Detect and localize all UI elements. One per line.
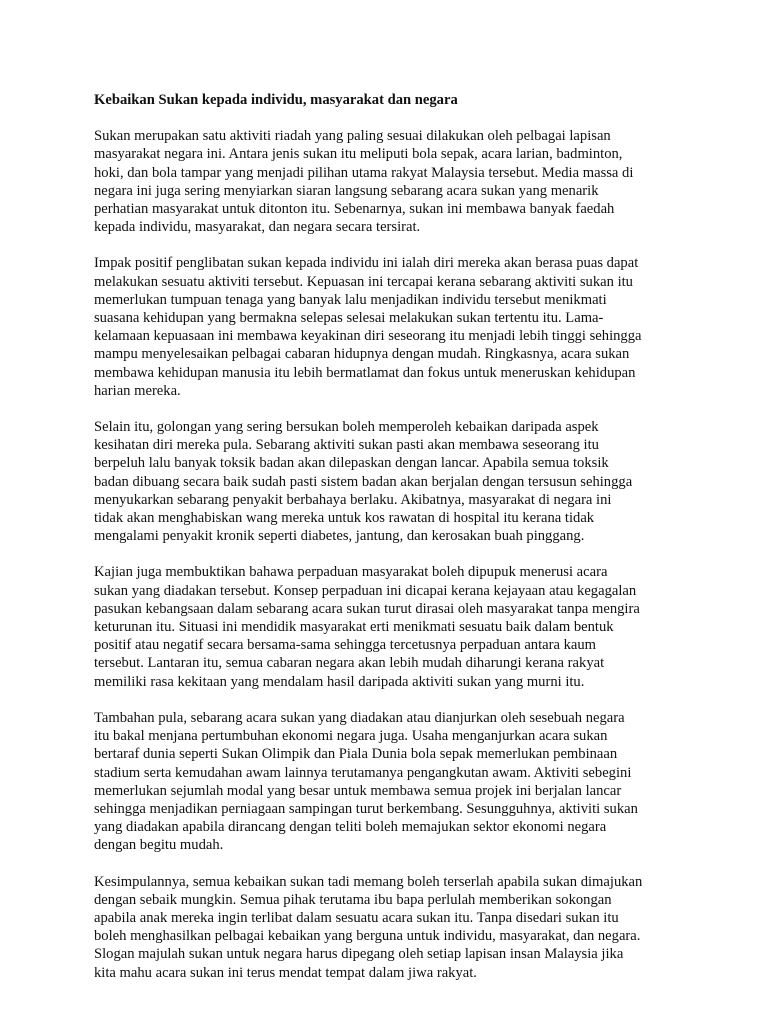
text-line: badan dibuang secara baik sudah pasti sistem badan akan berjalan dengan tersusun sehingga [94, 473, 633, 490]
paragraph-individual [94, 254, 684, 400]
text-line: Tambahan pula, sebarang acara sukan yang diadakan atau dianjurkan oleh sesebuah negara [94, 709, 625, 726]
text-line: memerlukan sejumlah modal yang besar untuk membawa semua projek ini berjalan lancar [94, 782, 622, 799]
text-line: kesihatan diri mereka pula. Sebarang aktiviti sukan pasti akan membawa seseorang itu [94, 437, 599, 454]
text-line: yang diadakan apabila dirancang dengan teliti boleh memajukan sektor ekonomi negara [94, 819, 607, 836]
text-line: keturunan itu. Situasi ini mendidik masyarakat erti menikmati sesuatu baik dalam bentuk [94, 619, 614, 636]
paragraph-health [94, 418, 684, 545]
paragraph-intro [94, 127, 684, 236]
text-line: berpeluh lalu banyak toksik badan akan dilepaskan dengan lancar. Apabila semua toksik [94, 455, 609, 472]
text-line: negara ini juga sering menyiarkan siaran langsung sebarang acara sukan yang menarik [94, 182, 599, 199]
paragraph-economy [94, 709, 684, 855]
text-line: mengalami penyakit kronik seperti diabetes, jantung, dan kerosakan buah pinggang. [94, 528, 585, 545]
text-line: harian mereka. [94, 382, 181, 399]
text-line: Impak positif penglibatan sukan kepada individu ini ialah diri mereka akan berasa puas dapat [94, 255, 639, 272]
text-line: pasukan kebangsaan dalam sebarang acara sukan turut dirasai oleh masyarakat tanpa mengira [94, 600, 640, 617]
text-line: kelamaan kepuasaan ini membawa keyakinan diri seseorang itu menjadi lebih tinggi sehingga [94, 328, 642, 345]
text-line: dengan sebaik mungkin. Semua pihak terutama ibu bapa perlulah memberikan sokongan [94, 891, 612, 908]
document-title: Kebaikan Sukan kepada individu, masyarakat dan negara [94, 92, 458, 108]
text-line: itu bakal menjana pertumbuhan ekonomi negara juga. Usaha menganjurkan acara sukan [94, 728, 608, 745]
text-line: Sukan merupakan satu aktiviti riadah yang paling sesuai dilakukan oleh pelbagai lapisan [94, 128, 611, 145]
text-line: masyarakat negara ini. Antara jenis sukan itu meliputi bola sepak, acara larian, badminton, [94, 146, 623, 163]
text-line: boleh menghasilkan pelbagai kebaikan yang berguna untuk individu, masyarakat, dan negara. [94, 928, 641, 945]
text-line: positif atau negatif secara bersama-sama sehingga tercetusnya perpaduan antara kaum [94, 637, 597, 654]
text-line: suasana kehidupan yang bermakna selepas selesai melakukan sukan tertentu itu. Lama- [94, 310, 604, 327]
text-line: sehingga menjadikan perniagaan sampingan turut berkembang. Sesungguhnya, aktiviti sukan [94, 800, 638, 817]
text-line: menyukarkan sebarang penyakit berbahaya berlaku. Akibatnya, masyarakat di negara ini [94, 491, 612, 508]
text-line: dengan begitu mudah. [94, 837, 224, 854]
text-line: perhatian masyarakat untuk ditonton itu. Sebenarnya, sukan ini membawa banyak faedah [94, 201, 615, 218]
text-line: bertaraf dunia seperti Sukan Olimpik dan Piala Dunia bola sepak memerlukan pembinaan [94, 746, 618, 763]
text-line: mampu menyelesaikan pelbagai cabaran hidupnya dengan mudah. Ringkasnya, acara sukan [94, 346, 630, 363]
text-line: membawa kehidupan manusia itu lebih bermatlamat dan fokus untuk meneruskan kehidupan [94, 364, 636, 381]
text-line: Slogan majulah sukan untuk negara harus dipegang oleh setiap lapisan insan Malaysia jika [94, 946, 624, 963]
text-line: kepada individu, masyarakat, dan negara secara tersirat. [94, 219, 421, 236]
text-line: tersebut. Lantaran itu, semua cabaran negara akan lebih mudah diharungi kerana rakyat [94, 655, 605, 672]
text-line: apabila anak mereka ingin terlibat dalam sesuatu acara sukan itu. Tanpa disedari sukan itu [94, 909, 619, 926]
paragraph-conclusion [94, 873, 684, 982]
text-line: Kesimpulannya, semua kebaikan sukan tadi memang boleh terserlah apabila sukan dimajukan [94, 873, 643, 890]
text-line: tidak akan menghabiskan wang mereka untuk kos rawatan di hospital itu kerana tidak [94, 510, 595, 527]
text-line: stadium serta kemudahan awam lainnya terutamanya pengangkutan awam. Aktiviti sebegini [94, 764, 632, 781]
text-line: memiliki rasa kekitaan yang mendalam hasil daripada aktiviti sukan yang murni itu. [94, 673, 585, 690]
document-page [94, 91, 684, 1000]
paragraph-unity [94, 563, 684, 690]
text-line: hoki, dan bola tampar yang menjadi pilihan utama rakyat Malaysia tersebut. Media massa di [94, 164, 634, 181]
text-line: Kajian juga membuktikan bahawa perpaduan masyarakat boleh dipupuk menerusi acara [94, 564, 608, 581]
text-line: sukan yang diadakan tersebut. Konsep perpaduan ini dicapai kerana kejayaan atau kegagalan [94, 582, 637, 599]
text-line: melakukan sesuatu aktiviti tersebut. Kepuasan ini tercapai kerana sebarang aktiviti sukan itu [94, 273, 633, 290]
text-line: memerlukan tumpuan tenaga yang banyak lalu menjadikan individu tersebut menikmati [94, 291, 607, 308]
text-line: kita mahu acara sukan ini terus mendat tempat dalam jiwa rakyat. [94, 964, 477, 981]
text-line: Selain itu, golongan yang sering bersukan boleh memperoleh kebaikan daripada aspek [94, 419, 599, 436]
